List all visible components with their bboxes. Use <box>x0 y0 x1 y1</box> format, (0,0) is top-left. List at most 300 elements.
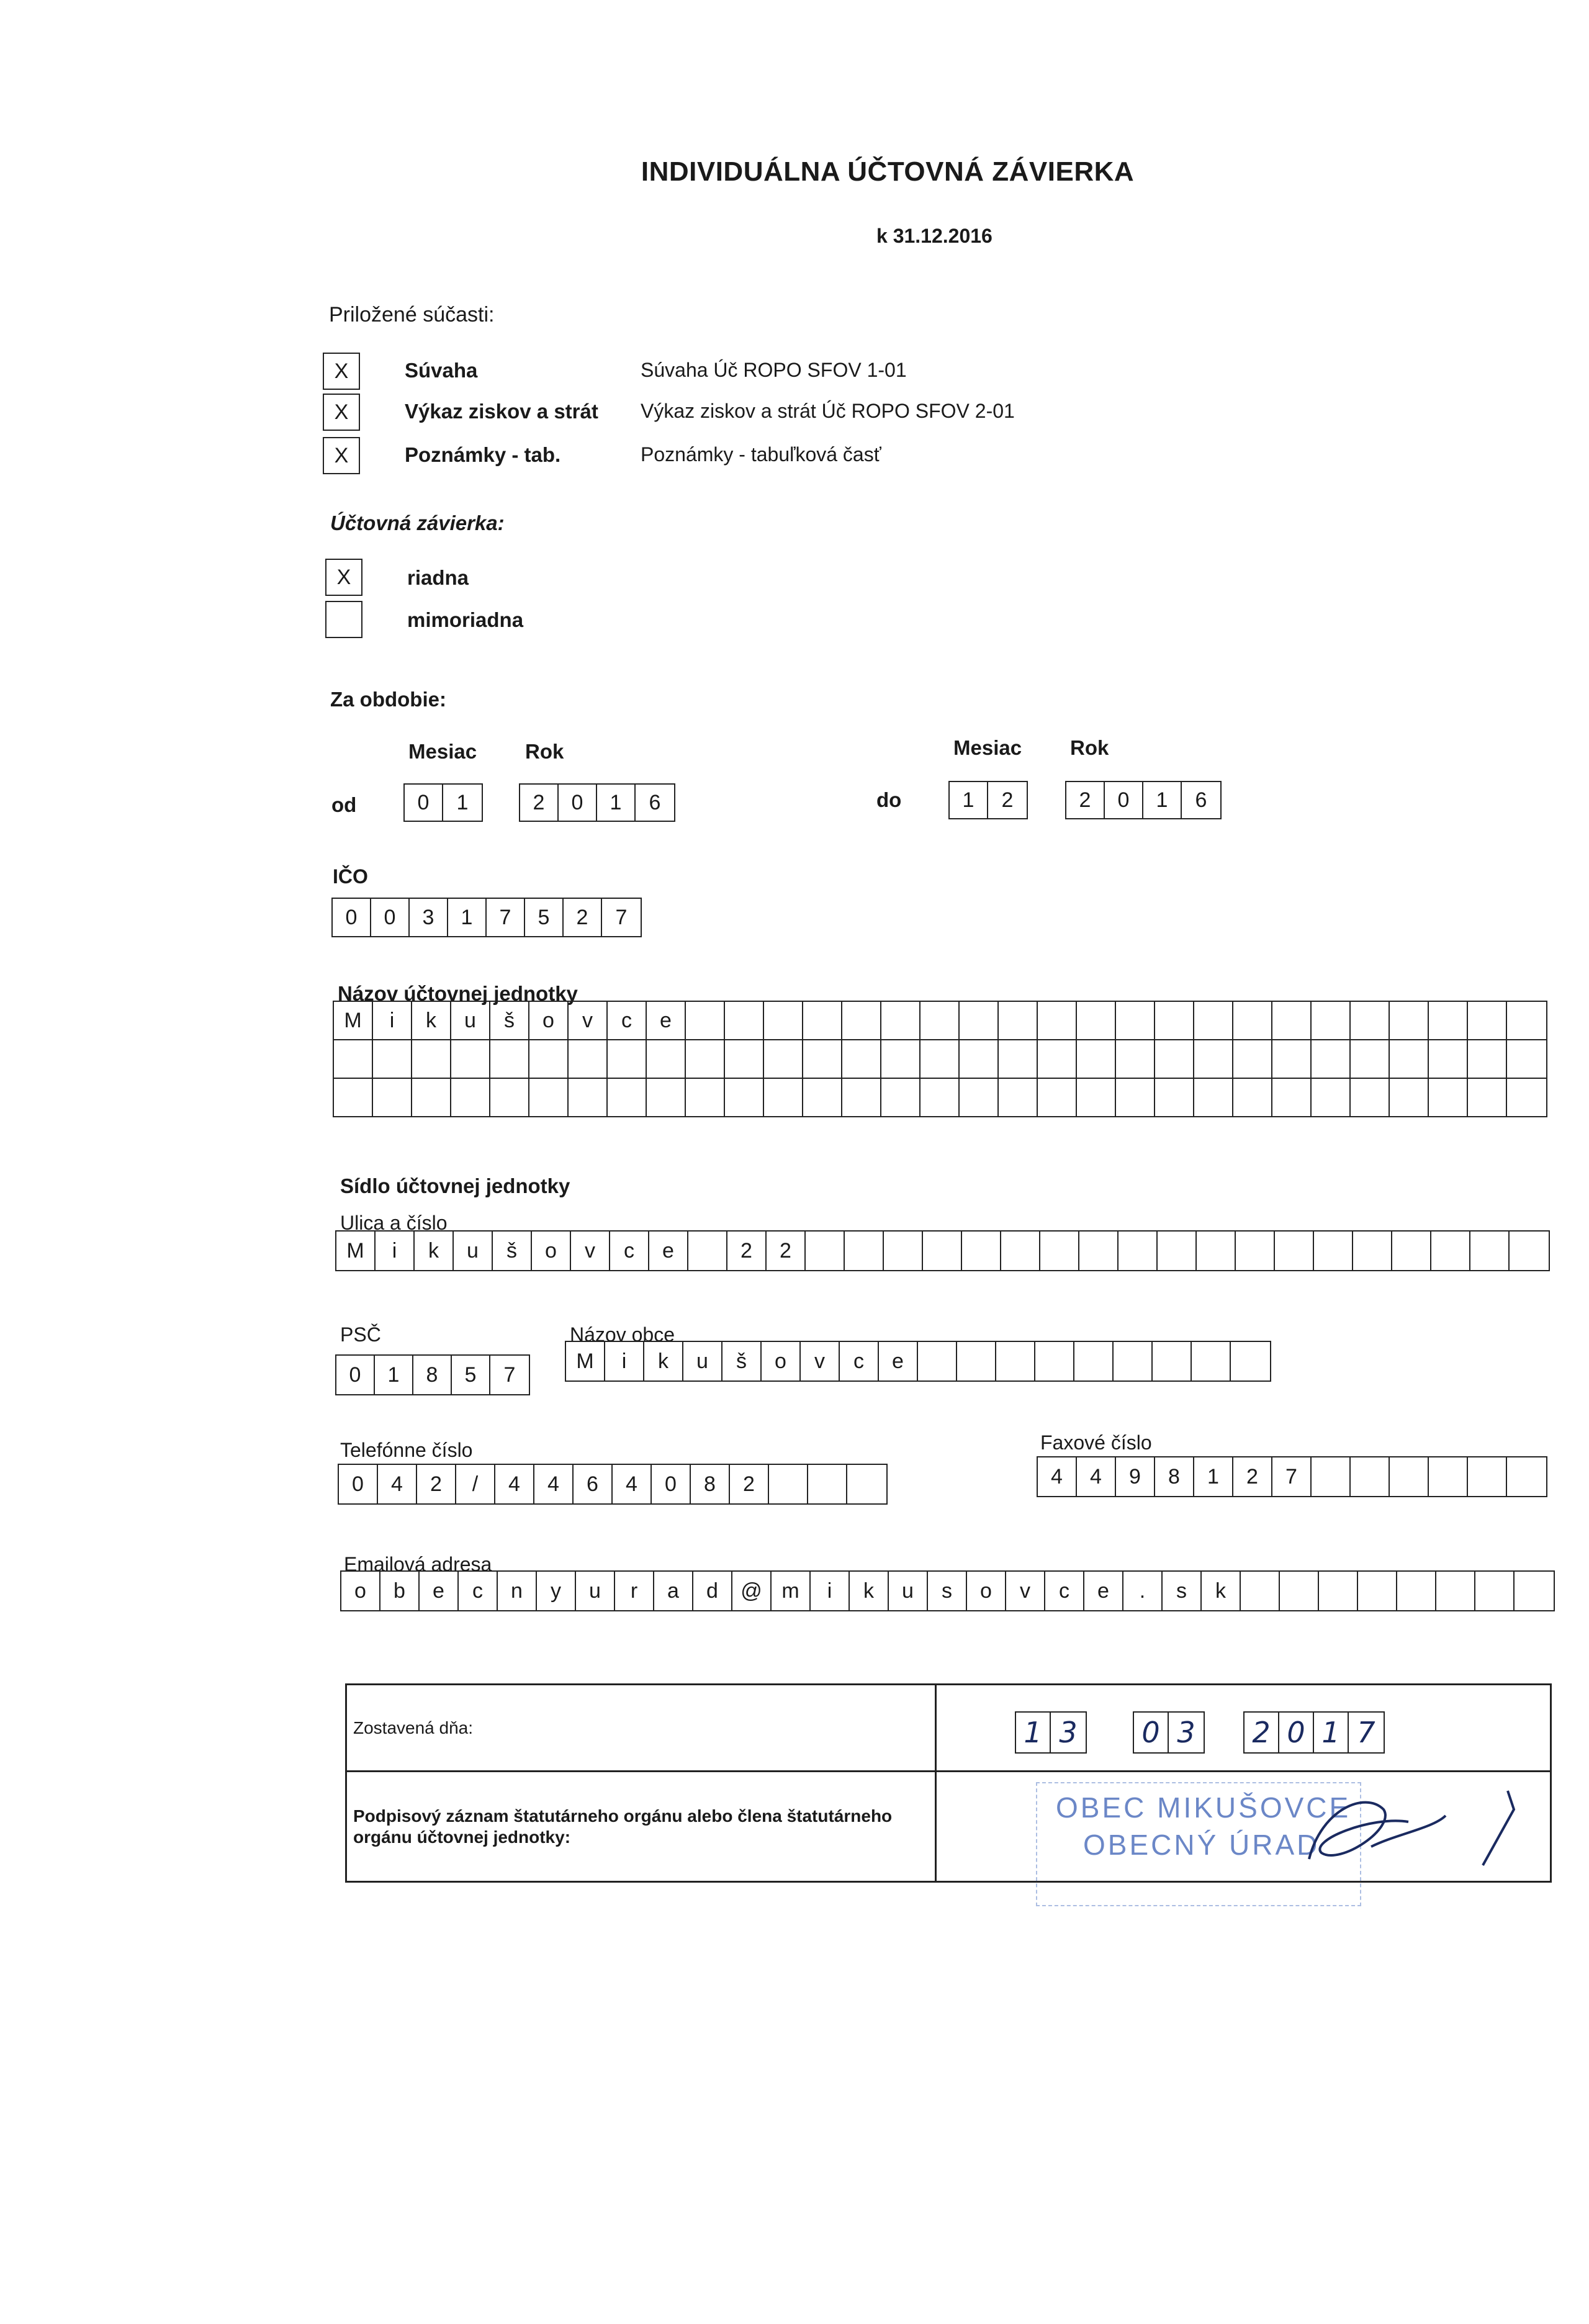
char-cell[interactable]: u <box>683 1342 722 1380</box>
report-date: k 31.12.2016 <box>876 225 993 247</box>
char-cell[interactable] <box>1468 1079 1507 1116</box>
attached-label: Priložené súčasti: <box>329 303 495 327</box>
page-title: INDIVIDUÁLNA ÚČTOVNÁ ZÁVIERKA <box>641 156 1135 187</box>
char-cell[interactable] <box>1074 1342 1114 1380</box>
char-cell[interactable]: k <box>850 1572 889 1610</box>
char-cell[interactable] <box>725 1079 764 1116</box>
attached-item-name: Súvaha <box>405 359 478 382</box>
char-cell[interactable]: c <box>459 1572 498 1610</box>
fax-label: Faxové číslo <box>1040 1431 1152 1454</box>
char-cell[interactable] <box>1429 1457 1468 1496</box>
char-cell[interactable]: v <box>801 1342 840 1380</box>
char-cell[interactable] <box>373 1040 412 1078</box>
char-grid <box>1133 1711 1205 1754</box>
char-cell[interactable]: 2 <box>730 1465 769 1503</box>
char-cell[interactable] <box>842 1040 881 1078</box>
char-cell[interactable] <box>1390 1457 1429 1496</box>
char-cell[interactable] <box>842 1002 881 1039</box>
char-cell[interactable] <box>1077 1002 1116 1039</box>
char-cell[interactable] <box>1351 1002 1390 1039</box>
char-cell[interactable]: 4 <box>1038 1457 1077 1496</box>
char-cell[interactable] <box>957 1342 996 1380</box>
char-cell[interactable] <box>996 1342 1035 1380</box>
char-cell[interactable] <box>1390 1079 1429 1116</box>
char-cell[interactable]: 1 <box>1194 1457 1233 1496</box>
char-cell[interactable]: e <box>649 1232 688 1270</box>
char-cell[interactable] <box>1397 1572 1436 1610</box>
char-grid <box>519 783 675 822</box>
char-grid <box>335 1230 1550 1271</box>
char-cell[interactable]: 1 <box>375 1356 413 1394</box>
char-cell[interactable] <box>1507 1457 1546 1496</box>
char-cell[interactable]: 7 <box>503 1362 516 1387</box>
char-cell[interactable]: o <box>967 1572 1006 1610</box>
char-cell[interactable] <box>1351 1079 1390 1116</box>
char-cell[interactable]: 1 <box>1016 1713 1051 1752</box>
entity-name-field[interactable] <box>333 1001 1547 1117</box>
char-cell[interactable]: 1 <box>456 790 469 814</box>
char-cell[interactable]: 7 <box>1357 1716 1375 1749</box>
char-cell[interactable] <box>1197 1232 1236 1270</box>
psc-label: PSČ <box>340 1323 381 1346</box>
char-cell[interactable]: 7 <box>615 905 628 929</box>
char-cell[interactable] <box>764 1079 803 1116</box>
from-year-field[interactable] <box>519 783 675 822</box>
char-cell[interactable]: 0 <box>336 1356 375 1394</box>
char-grid <box>331 898 642 937</box>
char-cell[interactable]: 0 <box>405 785 443 821</box>
town-field[interactable] <box>565 1341 1271 1382</box>
char-cell[interactable] <box>1390 1002 1429 1039</box>
char-cell[interactable] <box>806 1232 845 1270</box>
char-cell[interactable]: k <box>412 1002 451 1039</box>
char-cell[interactable] <box>1116 1002 1155 1039</box>
phone-field[interactable] <box>338 1464 888 1505</box>
char-cell[interactable]: 0 <box>1279 1713 1314 1752</box>
fax-field[interactable] <box>1037 1456 1547 1497</box>
closing-option-name: mimoriadna <box>407 608 524 631</box>
char-cell[interactable] <box>1272 1002 1312 1039</box>
char-cell[interactable] <box>1429 1002 1468 1039</box>
signature-cell <box>936 1772 1551 1882</box>
char-cell[interactable] <box>960 1002 999 1039</box>
char-grid <box>334 1040 1546 1079</box>
attached-checkbox[interactable]: X <box>323 394 360 431</box>
compiled-month-field[interactable] <box>1133 1711 1205 1754</box>
char-cell[interactable]: o <box>341 1572 380 1610</box>
char-cell[interactable]: m <box>772 1572 811 1610</box>
char-cell[interactable] <box>1194 1002 1233 1039</box>
char-cell[interactable] <box>1040 1232 1079 1270</box>
char-grid <box>948 781 1028 819</box>
char-cell[interactable]: 3 <box>1177 1716 1195 1749</box>
char-grid <box>334 1079 1546 1116</box>
char-cell[interactable] <box>490 1040 529 1078</box>
char-cell[interactable] <box>884 1232 923 1270</box>
char-cell[interactable] <box>960 1040 999 1078</box>
char-cell[interactable] <box>764 1040 803 1078</box>
compiled-date-cell <box>936 1685 1551 1772</box>
char-cell[interactable]: . <box>1123 1572 1163 1610</box>
closing-checkbox[interactable] <box>325 601 362 638</box>
char-cell[interactable] <box>764 1002 803 1039</box>
char-cell[interactable] <box>1155 1079 1194 1116</box>
char-grid <box>565 1341 1271 1382</box>
char-cell[interactable] <box>1155 1002 1194 1039</box>
char-cell[interactable]: s <box>1163 1572 1202 1610</box>
char-cell[interactable] <box>1194 1079 1233 1116</box>
char-cell[interactable]: d <box>693 1572 732 1610</box>
char-cell[interactable]: u <box>576 1572 615 1610</box>
char-cell[interactable] <box>999 1079 1038 1116</box>
char-cell[interactable]: 6 <box>1195 788 1207 812</box>
char-cell[interactable] <box>803 1079 842 1116</box>
char-cell[interactable]: 1 <box>1143 782 1182 818</box>
char-cell[interactable] <box>923 1232 962 1270</box>
char-cell[interactable] <box>1468 1040 1507 1078</box>
char-cell[interactable] <box>1431 1232 1470 1270</box>
char-cell[interactable] <box>1116 1040 1155 1078</box>
char-cell[interactable]: c <box>608 1002 647 1039</box>
ico-label: IČO <box>333 865 368 888</box>
char-cell[interactable] <box>1114 1342 1153 1380</box>
compiled-year-field[interactable] <box>1243 1711 1385 1754</box>
char-cell[interactable] <box>921 1040 960 1078</box>
char-cell[interactable]: 2 <box>767 1232 806 1270</box>
char-cell[interactable] <box>608 1040 647 1078</box>
char-cell[interactable]: c <box>1045 1572 1084 1610</box>
char-cell[interactable] <box>1241 1572 1280 1610</box>
char-grid <box>338 1464 888 1505</box>
char-cell[interactable]: 6 <box>649 790 661 814</box>
char-cell[interactable]: u <box>451 1002 490 1039</box>
char-cell[interactable]: 5 <box>525 899 564 936</box>
from-month-field[interactable] <box>403 783 483 822</box>
char-cell[interactable]: 8 <box>691 1465 730 1503</box>
char-cell[interactable] <box>921 1002 960 1039</box>
char-cell[interactable] <box>1194 1040 1233 1078</box>
char-cell[interactable] <box>412 1040 451 1078</box>
char-cell[interactable] <box>918 1342 957 1380</box>
char-cell[interactable]: e <box>1084 1572 1123 1610</box>
attached-checkbox[interactable]: X <box>323 437 360 474</box>
char-cell[interactable]: k <box>415 1232 454 1270</box>
char-cell[interactable] <box>608 1079 647 1116</box>
char-grid <box>403 783 483 822</box>
char-cell[interactable]: v <box>571 1232 610 1270</box>
char-cell[interactable] <box>647 1040 686 1078</box>
char-cell[interactable] <box>1038 1079 1077 1116</box>
char-cell[interactable]: b <box>380 1572 420 1610</box>
closing-label: Účtovná závierka: <box>330 511 505 534</box>
char-cell[interactable] <box>1429 1040 1468 1078</box>
char-cell[interactable]: 2 <box>417 1465 456 1503</box>
char-cell[interactable] <box>1312 1457 1351 1496</box>
closing-checkbox[interactable]: X <box>325 559 362 596</box>
to-year-field[interactable] <box>1065 781 1222 819</box>
char-cell[interactable] <box>686 1040 725 1078</box>
from-month-label: Mesiac <box>408 740 477 763</box>
char-cell[interactable]: 0 <box>1105 782 1143 818</box>
char-cell[interactable]: 6 <box>574 1465 613 1503</box>
char-cell[interactable] <box>529 1079 569 1116</box>
char-cell[interactable] <box>1272 1079 1312 1116</box>
char-cell[interactable] <box>1468 1457 1507 1496</box>
char-cell[interactable] <box>647 1079 686 1116</box>
char-cell[interactable]: 2 <box>1245 1713 1279 1752</box>
char-cell[interactable]: š <box>490 1002 529 1039</box>
entity-name-label: Názov účtovnej jednotky <box>338 982 578 1005</box>
char-cell[interactable]: 4 <box>495 1465 534 1503</box>
signature-scribble-icon <box>937 1772 1557 1884</box>
char-cell[interactable] <box>334 1040 373 1078</box>
char-cell[interactable]: 1 <box>1314 1713 1349 1752</box>
char-cell[interactable] <box>1280 1572 1319 1610</box>
char-cell[interactable]: 0 <box>333 899 371 936</box>
char-cell[interactable] <box>686 1002 725 1039</box>
char-cell[interactable] <box>1119 1232 1158 1270</box>
char-cell[interactable] <box>1314 1232 1353 1270</box>
char-cell[interactable] <box>1507 1079 1546 1116</box>
char-cell[interactable] <box>451 1079 490 1116</box>
char-cell[interactable] <box>803 1040 842 1078</box>
char-cell[interactable]: 2 <box>1233 1457 1272 1496</box>
town-label: Názov obce <box>570 1323 675 1346</box>
char-cell[interactable] <box>1312 1079 1351 1116</box>
char-cell[interactable] <box>921 1079 960 1116</box>
char-cell[interactable]: 1 <box>448 899 487 936</box>
char-cell[interactable] <box>688 1232 727 1270</box>
char-grid <box>340 1570 1555 1611</box>
char-cell[interactable] <box>1312 1040 1351 1078</box>
char-cell[interactable]: r <box>615 1572 654 1610</box>
char-cell[interactable]: š <box>722 1342 762 1380</box>
char-cell[interactable]: 0 <box>559 785 597 821</box>
signature-label: Podpisový záznam štatutárneho orgánu alebo člena štatutárneho orgánu účtovnej jednotky: <box>346 1772 936 1882</box>
char-cell[interactable] <box>1035 1342 1074 1380</box>
to-month-label: Mesiac <box>953 736 1022 759</box>
char-cell[interactable]: o <box>532 1232 571 1270</box>
char-cell[interactable] <box>1077 1079 1116 1116</box>
char-cell[interactable]: 4 <box>613 1465 652 1503</box>
char-cell[interactable] <box>808 1465 847 1503</box>
char-cell[interactable]: 4 <box>1077 1457 1116 1496</box>
char-cell[interactable] <box>373 1079 412 1116</box>
char-cell[interactable] <box>881 1040 921 1078</box>
char-cell[interactable]: 8 <box>413 1356 452 1394</box>
char-cell[interactable]: š <box>493 1232 532 1270</box>
char-cell[interactable]: 7 <box>487 899 525 936</box>
char-cell[interactable]: M <box>566 1342 605 1380</box>
char-cell[interactable] <box>725 1040 764 1078</box>
char-cell[interactable]: 1 <box>597 785 636 821</box>
char-cell[interactable]: s <box>928 1572 967 1610</box>
street-field[interactable] <box>335 1230 1550 1271</box>
char-cell[interactable]: 2 <box>1001 788 1014 812</box>
char-cell[interactable] <box>960 1079 999 1116</box>
char-cell[interactable]: v <box>1006 1572 1045 1610</box>
char-cell[interactable]: i <box>376 1232 415 1270</box>
char-cell[interactable]: c <box>610 1232 649 1270</box>
char-cell[interactable]: o <box>762 1342 801 1380</box>
char-cell[interactable] <box>803 1002 842 1039</box>
char-cell[interactable]: 2 <box>564 899 602 936</box>
char-cell[interactable] <box>569 1040 608 1078</box>
char-cell[interactable] <box>1319 1572 1358 1610</box>
char-cell[interactable] <box>529 1040 569 1078</box>
char-cell[interactable] <box>842 1079 881 1116</box>
char-cell[interactable] <box>1155 1040 1194 1078</box>
char-cell[interactable]: e <box>647 1002 686 1039</box>
char-cell[interactable]: 3 <box>1059 1716 1078 1749</box>
char-cell[interactable] <box>1231 1342 1270 1380</box>
char-cell[interactable]: 2 <box>727 1232 767 1270</box>
char-cell[interactable] <box>334 1079 373 1116</box>
char-cell[interactable] <box>769 1465 808 1503</box>
char-cell[interactable]: o <box>529 1002 569 1039</box>
ico-field[interactable] <box>331 898 642 937</box>
char-cell[interactable] <box>1312 1002 1351 1039</box>
char-cell[interactable] <box>1233 1040 1272 1078</box>
char-cell[interactable] <box>1001 1232 1040 1270</box>
char-cell[interactable] <box>1510 1232 1549 1270</box>
char-cell[interactable] <box>1351 1457 1390 1496</box>
char-cell[interactable]: 1 <box>950 782 988 818</box>
attached-item-desc: Súvaha Úč ROPO SFOV 1-01 <box>641 359 907 381</box>
char-cell[interactable] <box>1436 1572 1475 1610</box>
char-cell[interactable] <box>451 1040 490 1078</box>
char-cell[interactable] <box>725 1002 764 1039</box>
char-cell[interactable]: 0 <box>652 1465 691 1503</box>
attached-checkbox[interactable]: X <box>323 353 360 390</box>
char-cell[interactable] <box>1233 1079 1272 1116</box>
email-label: Emailová adresa <box>344 1553 492 1575</box>
char-cell[interactable]: e <box>420 1572 459 1610</box>
char-cell[interactable] <box>1038 1040 1077 1078</box>
phone-label: Telefónne číslo <box>340 1439 473 1461</box>
char-cell[interactable] <box>881 1079 921 1116</box>
char-cell[interactable]: 0 <box>339 1465 378 1503</box>
to-label: do <box>876 788 902 811</box>
char-cell[interactable] <box>1038 1002 1077 1039</box>
char-cell[interactable] <box>999 1040 1038 1078</box>
attached-item-name: Poznámky - tab. <box>405 443 561 466</box>
attached-item-name: Výkaz ziskov a strát <box>405 400 598 423</box>
char-cell[interactable]: 4 <box>534 1465 574 1503</box>
char-cell[interactable] <box>1236 1232 1275 1270</box>
stamp-line1: OBEC MIKUŠOVCE <box>1056 1791 1351 1824</box>
char-cell[interactable] <box>1275 1232 1314 1270</box>
char-cell[interactable]: k <box>644 1342 683 1380</box>
char-cell[interactable]: n <box>498 1572 537 1610</box>
char-cell[interactable] <box>1358 1572 1397 1610</box>
street-label: Ulica a číslo <box>340 1212 448 1234</box>
char-cell[interactable] <box>412 1079 451 1116</box>
from-year-label: Rok <box>525 740 564 763</box>
char-cell[interactable] <box>686 1079 725 1116</box>
char-cell[interactable]: 8 <box>1155 1457 1194 1496</box>
char-cell[interactable] <box>1077 1040 1116 1078</box>
char-cell[interactable] <box>1116 1079 1155 1116</box>
char-cell[interactable]: 7 <box>1272 1457 1312 1496</box>
char-cell[interactable]: u <box>454 1232 493 1270</box>
char-grid <box>1065 781 1222 819</box>
signature-table <box>345 1683 1552 1883</box>
attached-item-desc: Výkaz ziskov a strát Úč ROPO SFOV 2-01 <box>641 400 1015 422</box>
char-cell[interactable] <box>1272 1040 1312 1078</box>
char-cell[interactable] <box>569 1079 608 1116</box>
char-cell[interactable] <box>1475 1572 1515 1610</box>
compiled-label: Zostavená dňa: <box>346 1685 936 1772</box>
char-cell[interactable] <box>962 1232 1001 1270</box>
seat-label: Sídlo účtovnej jednotky <box>340 1174 570 1197</box>
char-cell[interactable] <box>881 1002 921 1039</box>
char-cell[interactable]: e <box>879 1342 918 1380</box>
char-cell[interactable] <box>1392 1232 1431 1270</box>
char-cell[interactable]: i <box>811 1572 850 1610</box>
char-cell[interactable]: a <box>654 1572 693 1610</box>
char-cell[interactable]: @ <box>732 1572 772 1610</box>
char-cell[interactable] <box>1390 1040 1429 1078</box>
email-field[interactable] <box>340 1570 1555 1611</box>
char-cell[interactable] <box>1158 1232 1197 1270</box>
char-cell[interactable]: 4 <box>378 1465 417 1503</box>
char-cell[interactable]: 3 <box>410 899 448 936</box>
char-cell[interactable]: / <box>456 1465 495 1503</box>
char-cell[interactable] <box>1153 1342 1192 1380</box>
char-cell[interactable]: y <box>537 1572 576 1610</box>
char-cell[interactable]: 0 <box>371 899 410 936</box>
char-cell[interactable] <box>1233 1002 1272 1039</box>
char-cell[interactable] <box>490 1079 529 1116</box>
char-cell[interactable] <box>999 1002 1038 1039</box>
char-cell[interactable] <box>1353 1232 1392 1270</box>
char-cell[interactable]: 9 <box>1116 1457 1155 1496</box>
char-cell[interactable] <box>1507 1040 1546 1078</box>
to-month-field[interactable] <box>948 781 1028 819</box>
char-grid <box>1015 1711 1087 1754</box>
char-cell[interactable] <box>1468 1002 1507 1039</box>
char-cell[interactable] <box>1507 1002 1546 1039</box>
char-cell[interactable] <box>847 1465 886 1503</box>
char-cell[interactable] <box>1351 1040 1390 1078</box>
compiled-day-field[interactable] <box>1015 1711 1087 1754</box>
char-grid <box>1243 1711 1385 1754</box>
char-cell[interactable]: i <box>605 1342 644 1380</box>
char-cell[interactable]: 2 <box>1066 782 1105 818</box>
char-cell[interactable]: 5 <box>452 1356 490 1394</box>
char-grid <box>335 1354 530 1395</box>
char-cell[interactable] <box>1079 1232 1119 1270</box>
char-cell[interactable]: M <box>336 1232 376 1270</box>
char-cell[interactable]: k <box>1202 1572 1241 1610</box>
char-cell[interactable]: 0 <box>1134 1713 1169 1752</box>
char-cell[interactable] <box>1515 1572 1554 1610</box>
char-cell[interactable]: v <box>569 1002 608 1039</box>
char-grid <box>1037 1456 1547 1497</box>
char-cell[interactable] <box>845 1232 884 1270</box>
char-cell[interactable]: u <box>889 1572 928 1610</box>
char-cell[interactable] <box>1429 1079 1468 1116</box>
char-cell[interactable]: c <box>840 1342 879 1380</box>
char-cell[interactable] <box>1470 1232 1510 1270</box>
char-cell[interactable] <box>1192 1342 1231 1380</box>
from-label: od <box>331 793 357 816</box>
psc-field[interactable] <box>335 1354 530 1395</box>
char-cell[interactable]: i <box>373 1002 412 1039</box>
char-cell[interactable]: M <box>334 1002 373 1039</box>
char-cell[interactable]: 2 <box>520 785 559 821</box>
